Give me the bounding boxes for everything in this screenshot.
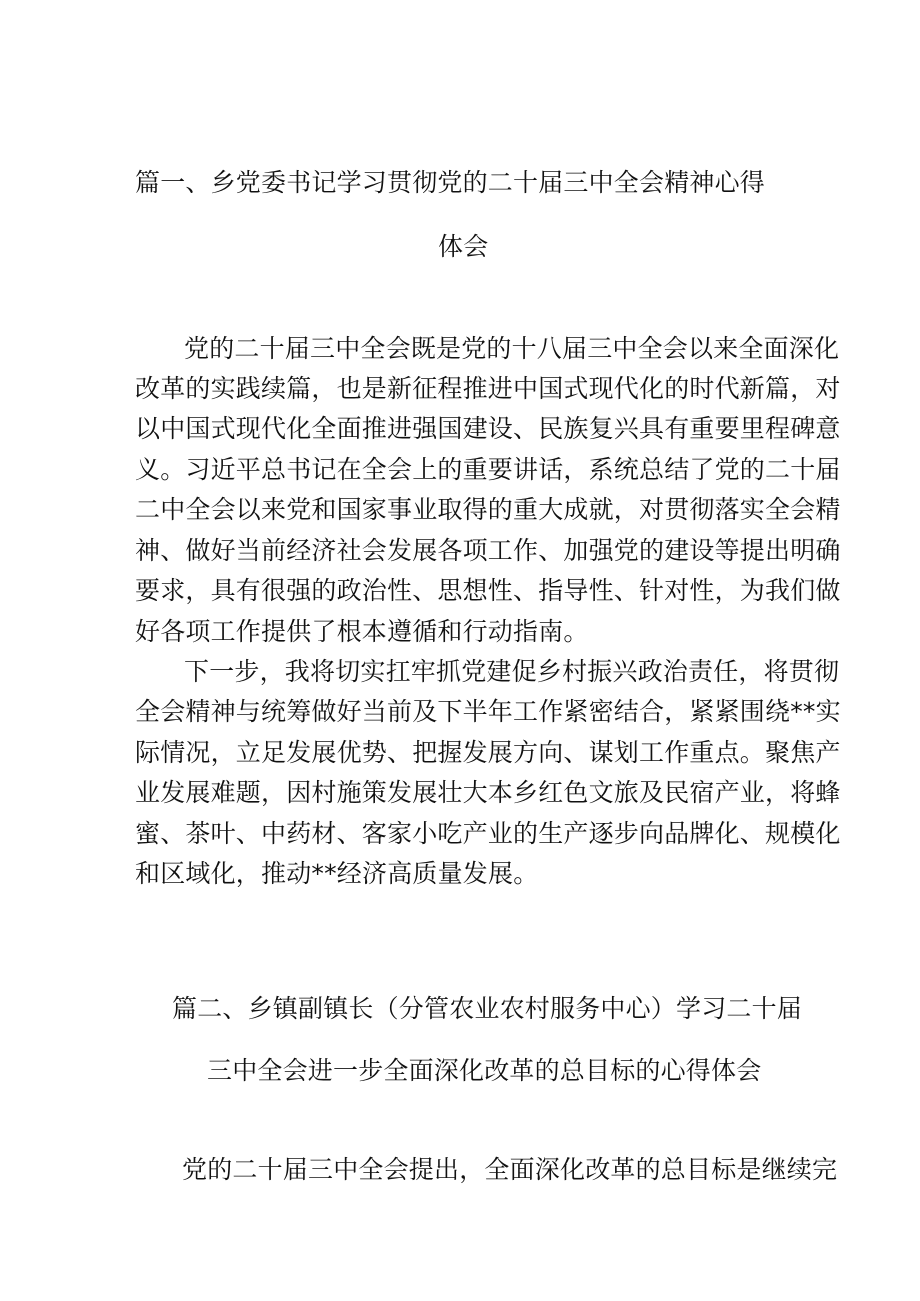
section1-para1-line2: 改革的实践续篇，也是新征程推进中国式现代化的时代新篇，对 — [135, 374, 841, 403]
section1-para2-line5: 蜜、茶叶、中药材、客家小吃产业的生产逐步向品牌化、规模化 — [135, 819, 841, 848]
section2-title-line1: 篇二、乡镇副镇长（分管农业农村服务中心）学习二十届 — [172, 994, 803, 1023]
section1-para1-line7: 要求，具有很强的政治性、思想性、指导性、针对性，为我们做 — [135, 576, 841, 605]
section1-para1-line4: 义。习近平总书记在全会上的重要讲话，系统总结了党的二十届 — [135, 455, 841, 484]
section1-para1-line3: 以中国式现代化全面推进强国建设、民族复兴具有重要里程碑意 — [135, 414, 841, 443]
section2-para1-line1: 党的二十届三中全会提出，全面深化改革的总目标是继续完 — [182, 1155, 838, 1184]
section1-para2-line6: 和区域化，推动**经济高质量发展。 — [135, 859, 539, 888]
section1-para1-line5: 二中全会以来党和国家事业取得的重大成就，对贯彻落实全会精 — [135, 495, 841, 524]
section1-para1-line1: 党的二十届三中全会既是党的十八届三中全会以来全面深化 — [184, 334, 840, 363]
section1-para2-line1: 下一步，我将切实扛牢抓党建促乡村振兴政治责任，将贯彻 — [184, 657, 840, 686]
section1-para2-line4: 业发展难题，因村施策发展壮大本乡红色文旅及民宿产业，将蜂 — [135, 778, 841, 807]
section1-para1-line8: 好各项工作提供了根本遵循和行动指南。 — [135, 617, 589, 646]
section1-para2-line3: 际情况，立足发展优势、把握发展方向、谋划工作重点。聚焦产 — [135, 738, 841, 767]
section1-para2-line2: 全会精神与统筹做好当前及下半年工作紧密结合，紧紧围绕**实 — [135, 697, 841, 726]
section2-title-line2: 三中全会进一步全面深化改革的总目标的心得体会 — [207, 1056, 762, 1085]
section1-para1-line6: 神、做好当前经济社会发展各项工作、加强党的建设等提出明确 — [135, 536, 841, 565]
section1-title-line1: 篇一、乡党委书记学习贯彻党的二十届三中全会精神心得 — [135, 168, 766, 197]
section1-title-line2: 体会 — [438, 232, 489, 261]
